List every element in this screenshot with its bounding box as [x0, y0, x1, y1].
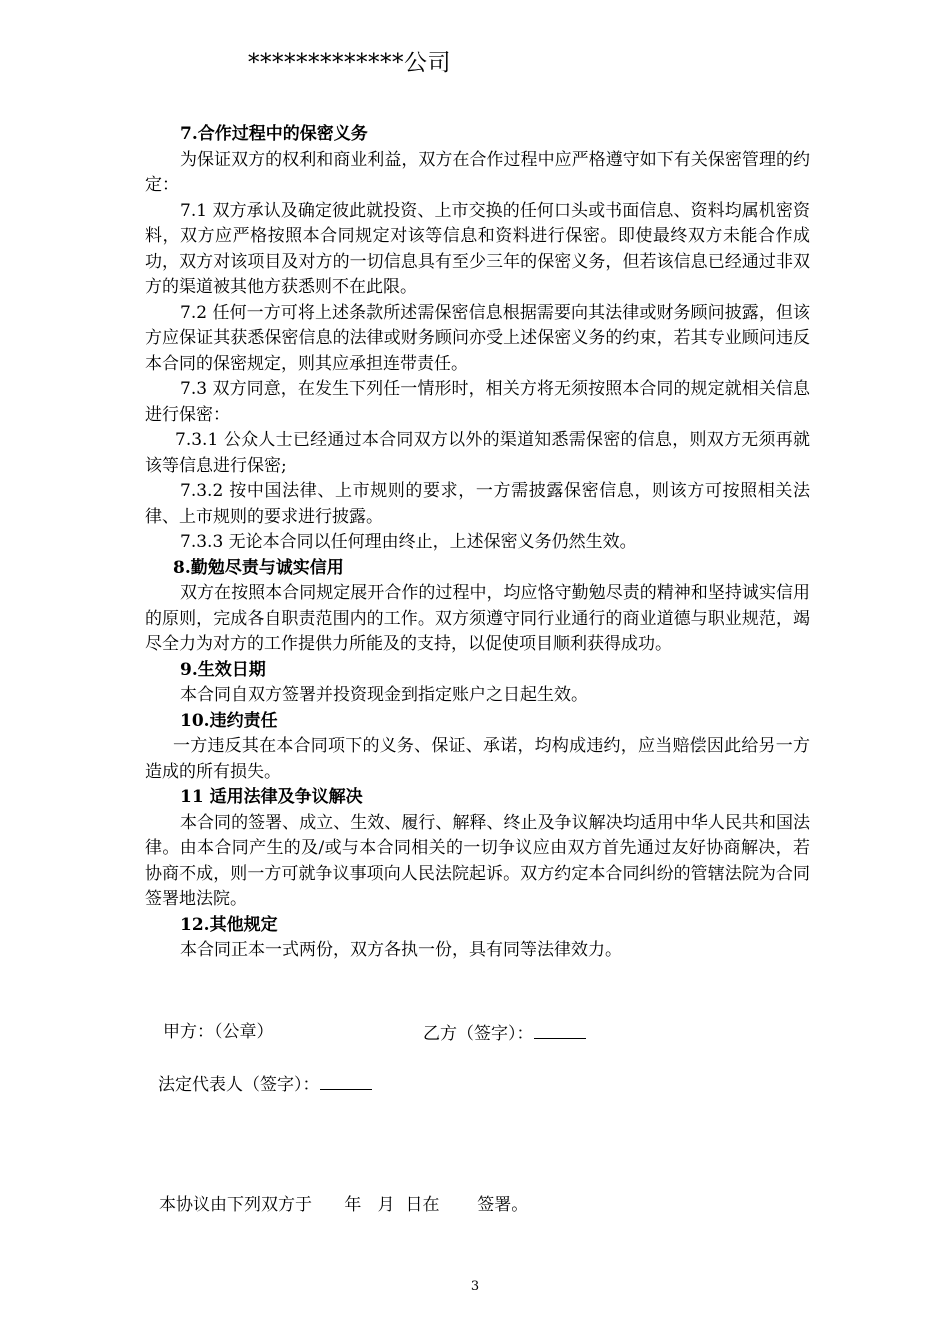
section-9-body: 本合同自双方签署并投资现金到指定账户之日起生效。	[180, 685, 588, 705]
section-12-title: 12.其他规定	[180, 914, 278, 935]
legal-rep-signature-line[interactable]	[320, 1071, 372, 1090]
section-8-body: 双方在按照本合同规定展开合作的过程中，均应恪守勤勉尽责的精神和坚持诚实信用的原则，完成各自职责范围内的工作。双方须遵守同行业通行的商业道德与职业规范，竭尽全力为对方的工作提供力所能及的支持，以促使项目顺利获得成功。	[145, 583, 810, 654]
clause-7-3: 7.3 双方同意，在发生下列任一情形时，相关方将无须按照本合同的规定就相关信息进行保密：	[145, 379, 810, 425]
section-9-title: 9.生效日期	[180, 659, 266, 680]
section-10-title: 10.违约责任	[180, 710, 278, 731]
section-11-body: 本合同的签署、成立、生效、履行、解释、终止及争议解决均适用中华人民共和国法律。由本合同产生的及/或与本合同相关的一切争议应由双方首先通过友好协商解决，若协商不成，则一方可就争议事项向人民法院起诉。双方约定本合同纠纷的管辖法院为合同签署地法院。	[145, 812, 810, 909]
clause-7-3-2: 7.3.2 按中国法律、上市规则的要求，一方需披露保密信息，则该方可按照相关法律、上市规则的要求进行披露。	[145, 481, 810, 527]
party-b-signature-line[interactable]	[534, 1020, 586, 1039]
clause-7-2: 7.2 任何一方可将上述条款所述需保密信息根据需要向其法律或财务顾问披露，但该方应保证其获悉保密信息的法律或财务顾问亦受上述保密义务的约束，若其专业顾问违反本合同的保密规定，则其应承担连带责任。	[145, 302, 810, 374]
clause-7-1: 7.1 双方承认及确定彼此就投资、上市交换的任何口头或书面信息、资料均属机密资料，双方应严格按照本合同规定对该等信息和资料进行保密。即使最终双方未能合作成功，双方对该项目及对方的一切信息具有至少三年的保密义务，但若该信息已经通过非双方的渠道被其他方获悉则不在此限。	[145, 200, 810, 297]
page-number: 3	[470, 1279, 480, 1294]
party-b-label: 乙方（签字）：	[423, 1024, 534, 1044]
legal-rep-label: 法定代表人（签字）：	[158, 1075, 320, 1095]
section-10-body: 一方违反其在本合同项下的义务、保证、承诺，均构成违约，应当赔偿因此给另一方造成的所有损失。	[145, 736, 810, 782]
clause-7-3-3: 7.3.3 无论本合同以任何理由终止，上述保密义务仍然生效。	[180, 532, 637, 552]
section-12-body: 本合同正本一式两份，双方各执一份，具有同等法律效力。	[180, 940, 622, 960]
section-7-title: 7.合作过程中的保密义务	[180, 124, 368, 144]
party-b-signature	[423, 1020, 586, 1047]
section-11-title: 11 适用法律及争议解决	[180, 787, 363, 807]
section-8-title: 8.勤勉尽责与诚实信用	[173, 557, 344, 578]
section-7-intro: 为保证双方的权利和商业利益，双方在合作过程中应严格遵守如下有关保密管理的约定：	[145, 149, 810, 195]
party-a-seal-label: 甲方：（公章）	[163, 1022, 274, 1042]
company-header: *************公司	[248, 50, 451, 76]
closing-statement: 本协议由下列双方于 年 月 日在 签署。	[159, 1195, 529, 1215]
clause-7-3-1: 7.3.1 公众人士已经通过本合同双方以外的渠道知悉需保密的信息，则双方无须再就该等信息进行保密;	[145, 430, 810, 476]
legal-rep-signature	[158, 1071, 372, 1098]
contract-body	[145, 122, 810, 964]
